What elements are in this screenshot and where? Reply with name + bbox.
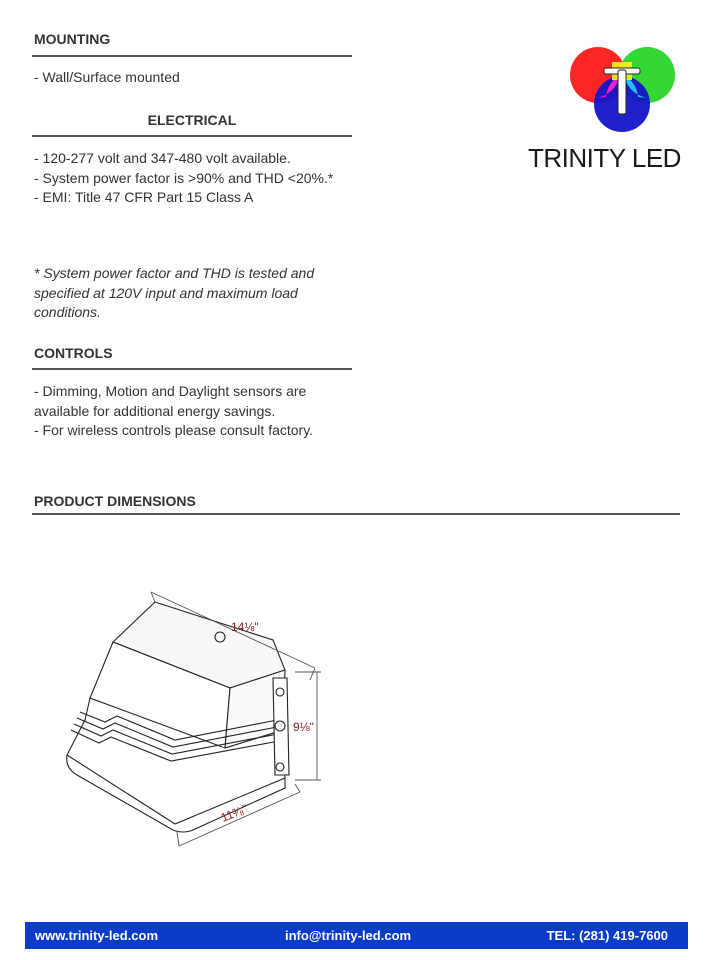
- electrical-list: [34, 149, 344, 208]
- product-dimensions-divider: [32, 513, 680, 515]
- footer-contact-bar: [25, 922, 688, 949]
- controls-divider: [32, 368, 352, 370]
- trinity-led-logo: [520, 40, 720, 180]
- product-dimension-drawing: [55, 580, 345, 860]
- controls-list: [34, 382, 350, 441]
- mounting-heading: MOUNTING: [34, 31, 111, 47]
- electrical-heading: ELECTRICAL: [147, 112, 237, 128]
- mounting-item: - Wall/Surface mounted: [34, 69, 180, 85]
- electrical-item-emi: - EMI: Title 47 CFR Part 15 Class A: [34, 189, 254, 205]
- logo-brand-text: TRINITY LED: [528, 143, 681, 173]
- product-dimensions-heading: PRODUCT DIMENSIONS: [34, 493, 196, 509]
- dimension-width-label: 14⅛": [231, 620, 259, 634]
- electrical-divider: [32, 135, 352, 137]
- electrical-footnote: * System power factor and THD is tested and specified at 120V input and maximum load conditions.: [34, 265, 315, 320]
- dimension-depth-label: 11³⁄₈": [218, 801, 250, 825]
- controls-item-sensors: - Dimming, Motion and Daylight sensors are available for additional energy savings.: [34, 383, 307, 419]
- controls-heading: CONTROLS: [34, 345, 113, 361]
- controls-item-wireless: - For wireless controls please consult factory.: [34, 422, 314, 438]
- dimension-height-label: 9⅛": [293, 720, 314, 734]
- mounting-divider: [32, 55, 352, 57]
- footer-phone: TEL: (281) 419-7600: [546, 928, 668, 943]
- footer-website-link[interactable]: www.trinity-led.com: [35, 928, 159, 943]
- logo-circles-icon: [520, 40, 720, 180]
- footer-email-link[interactable]: info@trinity-led.com: [285, 928, 412, 943]
- electrical-item-voltage: - 120-277 volt and 347-480 volt available.: [34, 150, 291, 166]
- electrical-item-power-factor: - System power factor is >90% and THD <20%.*: [34, 169, 334, 186]
